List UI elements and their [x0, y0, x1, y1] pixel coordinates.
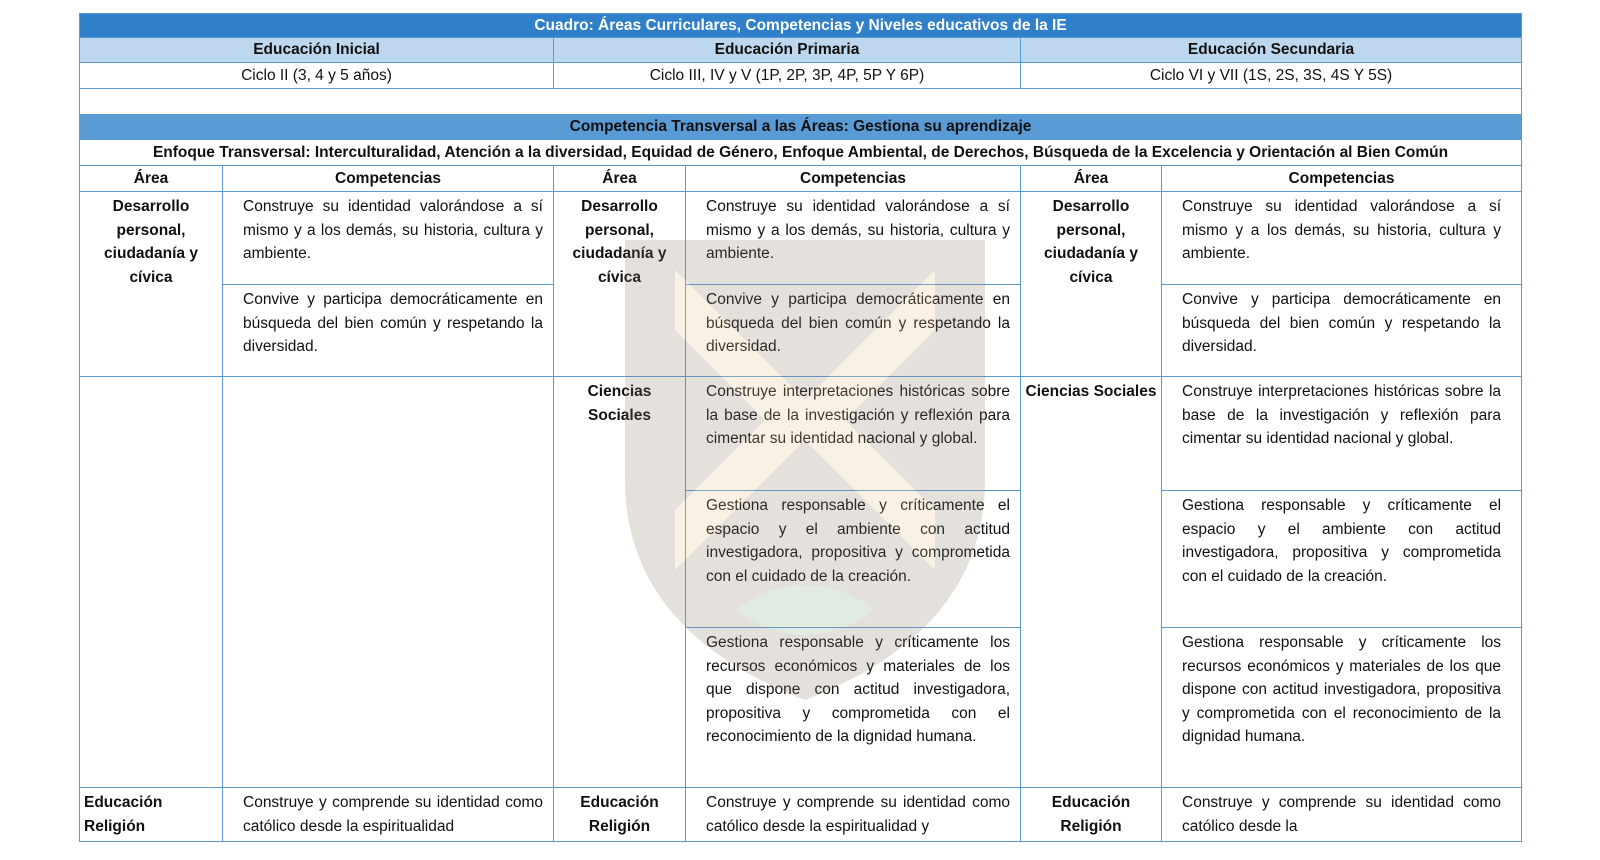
table-row	[80, 788, 1522, 842]
curriculum-document	[79, 13, 1521, 842]
competencia-cell: Construye su identidad valorándose a sí mismo y a los demás, su historia, cultura y ambiente.	[1162, 192, 1522, 285]
competencia-cell: Construye y comprende su identidad como católico desde la espiritualidad y	[686, 788, 1021, 842]
header-row	[80, 166, 1522, 192]
header-competencias: Competencias	[223, 166, 554, 192]
competencia-cell: Gestiona responsable y críticamente los recursos económicos y materiales de los que dispone con actitud investigadora, propositiva y comprometida con el reconocimiento de la dignidad humana.	[1162, 628, 1522, 788]
table-row	[80, 377, 1522, 491]
competencia-cell: Convive y participa democráticamente en búsqueda del bien común y respetando la diversidad.	[686, 285, 1021, 377]
header-area: Área	[554, 166, 686, 192]
competencia-cell: Construye su identidad valorándose a sí mismo y a los demás, su historia, cultura y ambiente.	[223, 192, 554, 285]
curriculum-table	[79, 13, 1522, 842]
transversal-row	[80, 115, 1522, 140]
table-title: Cuadro: Áreas Curriculares, Competencias y Niveles educativos de la IE	[80, 14, 1522, 38]
cycle-primaria: Ciclo III, IV y V (1P, 2P, 3P, 4P, 5P Y 6P)	[554, 63, 1021, 89]
competencia-cell: Convive y participa democráticamente en búsqueda del bien común y respetando la diversidad.	[1162, 285, 1522, 377]
competencia-cell: Gestiona responsable y críticamente el espacio y el ambiente con actitud investigadora, propositiva y comprometida con el cuidado de la creación.	[686, 491, 1021, 628]
area-sociales-secundaria: Ciencias Sociales	[1021, 377, 1162, 788]
cycle-inicial: Ciclo II (3, 4 y 5 años)	[80, 63, 554, 89]
area-religion-primaria: Educación Religión	[554, 788, 686, 842]
level-inicial: Educación Inicial	[80, 38, 554, 63]
area-religion-secundaria: Educación Religión	[1021, 788, 1162, 842]
area-dpcc-inicial: Desarrollo personal, ciudadanía y cívica	[80, 192, 223, 377]
levels-row	[80, 38, 1522, 63]
transversal-competence: Competencia Transversal a las Áreas: Gestiona su aprendizaje	[80, 115, 1522, 140]
blank-row	[80, 89, 1522, 115]
cycle-secundaria: Ciclo VI y VII (1S, 2S, 3S, 4S Y 5S)	[1021, 63, 1522, 89]
enfoque-transversal: Enfoque Transversal: Interculturalidad, Atención a la diversidad, Equidad de Género, Enfoque Ambiental, de Derechos, Búsqueda de la Excelencia y Orientación al Bien Común	[80, 140, 1522, 166]
area-dpcc-primaria: Desarrollo personal, ciudadanía y cívica	[554, 192, 686, 377]
header-competencias: Competencias	[1162, 166, 1522, 192]
level-primaria: Educación Primaria	[554, 38, 1021, 63]
level-secundaria: Educación Secundaria	[1021, 38, 1522, 63]
title-row	[80, 14, 1522, 38]
competencia-cell: Construye interpretaciones históricas sobre la base de la investigación y reflexión para cimentar su identidad nacional y global.	[686, 377, 1021, 491]
empty-area-cell	[80, 377, 223, 788]
area-religion-inicial: Educación Religión	[80, 788, 223, 842]
header-area: Área	[80, 166, 223, 192]
header-competencias: Competencias	[686, 166, 1021, 192]
competencia-cell: Construye su identidad valorándose a sí mismo y a los demás, su historia, cultura y ambiente.	[686, 192, 1021, 285]
competencia-cell: Construye interpretaciones históricas sobre la base de la investigación y reflexión para cimentar su identidad nacional y global.	[1162, 377, 1522, 491]
enfoque-row	[80, 140, 1522, 166]
header-area: Área	[1021, 166, 1162, 192]
area-sociales-primaria: Ciencias Sociales	[554, 377, 686, 788]
competencia-cell: Gestiona responsable y críticamente el espacio y el ambiente con actitud investigadora, propositiva y comprometida con el cuidado de la creación.	[1162, 491, 1522, 628]
cycles-row	[80, 63, 1522, 89]
competencia-cell: Convive y participa democráticamente en búsqueda del bien común y respetando la diversidad.	[223, 285, 554, 377]
table-row	[80, 285, 1522, 377]
table-row	[80, 192, 1522, 285]
competencia-cell: Construye y comprende su identidad como católico desde la espiritualidad	[223, 788, 554, 842]
competencia-cell: Construye y comprende su identidad como católico desde la	[1162, 788, 1522, 842]
competencia-cell: Gestiona responsable y críticamente los recursos económicos y materiales de los que dispone con actitud investigadora, propositiva y comprometida con el reconocimiento de la dignidad humana.	[686, 628, 1021, 788]
area-dpcc-secundaria: Desarrollo personal, ciudadanía y cívica	[1021, 192, 1162, 377]
empty-competencia-cell	[223, 377, 554, 788]
